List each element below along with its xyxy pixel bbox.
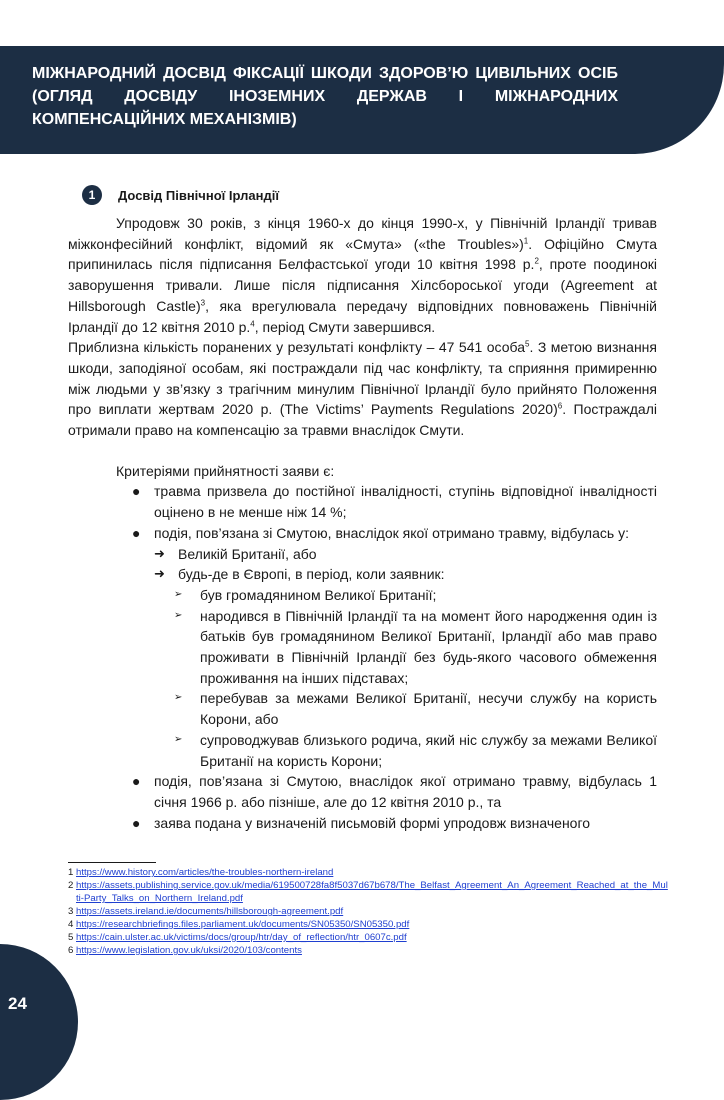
bullet-icon: ● — [132, 524, 141, 541]
footnote — [68, 866, 668, 879]
footnote-number: 3 — [68, 906, 74, 917]
arrow-icon: ➜ — [154, 566, 165, 582]
arrowhead-icon: ➢ — [174, 609, 183, 621]
footnote-ref[interactable]: 3 — [200, 298, 206, 308]
footnote-number: 6 — [68, 945, 74, 956]
bullet-icon: ● — [132, 814, 141, 831]
arrowhead-icon: ➢ — [174, 733, 183, 745]
text-run: , яка врегулювала передачу відповідних повноважень Північній Ірландії до 12 квітня 2010 р. — [68, 297, 657, 335]
footnote-link[interactable]: https://assets.ireland.ie/documents/hillsborough-agreement.pdf — [76, 906, 344, 917]
bullet-icon: ● — [132, 483, 141, 500]
text-run: Упродовж 30 років, з кінця 1960-х до кінця 1990-х, у Північній Ірландії тривав міжконфесійний конфлікт, відомий як «Смута» («the Troubles») — [68, 215, 657, 252]
footnote-ref[interactable]: 5 — [524, 339, 530, 349]
footnote-link[interactable]: https://www.history.com/articles/the-troubles-northern-ireland — [76, 867, 334, 878]
list-item-text: заява подана у визначеній письмовій формі упродовж визначеного — [154, 814, 591, 831]
bullet-icon: ● — [132, 773, 141, 790]
list-item — [68, 813, 657, 834]
arrowhead-icon: ➢ — [174, 692, 183, 704]
footnote-link[interactable]: https://www.legislation.gov.uk/uksi/2020/103/contents — [76, 945, 302, 956]
arrowhead-icon: ➢ — [174, 588, 183, 600]
list-item-text: Великій Британії, або — [178, 545, 317, 562]
footnote-link[interactable]: https://assets.publishing.service.gov.uk/media/619500728fa8f5037d67b678/The_Belfast_Agreement_An_Agreement_Reached_at_the_Multi-Party_Talks_on_Northern_Ireland.pdf — [76, 880, 668, 904]
footnote-ref[interactable]: 6 — [557, 401, 563, 411]
section-heading — [82, 185, 279, 205]
list-item-text: був громадянином Великої Британії; — [200, 586, 437, 603]
text-run: , період Смути завершився. — [254, 318, 436, 335]
list-item-text: подія, пов’язана зі Смутою, внаслідок якої отримано травму, відбулась у: — [154, 524, 629, 541]
text-run: . З метою визнання шкоди, заподіяної особам, які постраждали під час конфлікту, та сприяння примиренню між людьми у зв’язку з трагічним минулим Північної Ірландії було прийнято Положення про виплати жертвам 2020 р. (The Victims’ Payments Regulations 2020) — [68, 339, 657, 418]
footnote — [68, 918, 668, 931]
page-number: 24 — [8, 994, 27, 1013]
list-item — [68, 481, 657, 522]
list-item — [68, 606, 657, 689]
list-item-text: травма призвела до постійної інвалідності, ступінь відповідної інвалідності оцінено в не менше ніж 14 %; — [154, 483, 657, 521]
footnote — [68, 944, 668, 957]
list-item — [68, 564, 657, 585]
list-item — [68, 523, 657, 544]
list-item — [68, 544, 657, 565]
footnote — [68, 879, 668, 905]
arrow-icon: ➜ — [154, 545, 165, 561]
page-title: МІЖНАРОДНИЙ ДОСВІД ФІКСАЦІЇ ШКОДИ ЗДОРОВ’Ю ЦИВІЛЬНИХ ОСІБ (ОГЛЯД ДОСВІДУ ІНОЗЕМНИХ ДЕРЖАВ І МІЖНАРОДНИХ КОМПЕНСАЦІЙНИХ МЕХАНІЗМІВ) — [32, 65, 618, 128]
footnotes — [68, 866, 668, 957]
footnote-link[interactable]: https://cain.ulster.ac.uk/victims/docs/group/htr/day_of_reflection/htr_0607c.pdf — [76, 932, 407, 943]
list-item — [68, 688, 657, 729]
text-run: . Постраждалі отримали право на компенсацію за травми внаслідок Смути. — [68, 401, 657, 439]
footnote-number: 5 — [68, 932, 74, 943]
footnote-number: 1 — [68, 867, 74, 878]
footnote-ref[interactable]: 2 — [534, 256, 539, 266]
section-title: Досвід Північної Ірландії — [118, 187, 279, 203]
footnote-ref[interactable]: 1 — [523, 236, 529, 246]
corner-decoration — [0, 944, 78, 1100]
text-run: . Офіційно Смута припинилась після підписання Белфастської угоди 10 квітня 1998 р. — [68, 235, 657, 273]
section-number-badge: 1 — [82, 185, 102, 205]
footnote-number: 4 — [68, 919, 74, 930]
footnote — [68, 905, 668, 918]
paragraph-1 — [68, 213, 657, 337]
footnote-number: 2 — [68, 880, 74, 891]
list-item-text: будь-де в Європі, в період, коли заявник: — [178, 566, 445, 583]
footnote-ref[interactable]: 4 — [250, 318, 255, 328]
body-text — [68, 213, 657, 833]
footnote — [68, 931, 668, 944]
criteria-list — [68, 481, 657, 833]
list-item-text: перебував за межами Великої Британії, несучи службу на користь Корони, або — [200, 690, 657, 728]
paragraph-2 — [68, 337, 657, 441]
list-item-text: народився в Північній Ірландії та на момент його народження один із батьків був громадянином Великої Британії, Ірландії або мав право проживати в Північній Ірландії без будь-якого часового обмеження проживання на інших підставах; — [200, 607, 657, 686]
text-run: Приблизна кількість поранених у результаті конфлікту – 47 541 особа — [68, 339, 525, 356]
footnote-link[interactable]: https://researchbriefings.files.parliament.uk/documents/SN05350/SN05350.pdf — [76, 919, 410, 930]
text-run: , проте поодинокі заворушення тривали. Лише після підписання Хілсбороської угоди (Agreement at Hillsborough Castle) — [68, 256, 657, 314]
list-item — [68, 730, 657, 771]
list-item-text: подія, пов’язана зі Смутою, внаслідок якої отримано травму, відбулась 1 січня 1966 р. або пізніше, але до 12 квітня 2010 р., та — [154, 773, 657, 810]
list-item-text: супроводжував близького родича, який ніс службу за межами Великої Британії на користь Корони; — [200, 731, 657, 769]
list-item — [68, 771, 657, 812]
list-item — [68, 585, 657, 606]
criteria-intro: Критеріями прийнятності заяви є: — [116, 462, 335, 479]
footnote-divider — [68, 862, 156, 863]
